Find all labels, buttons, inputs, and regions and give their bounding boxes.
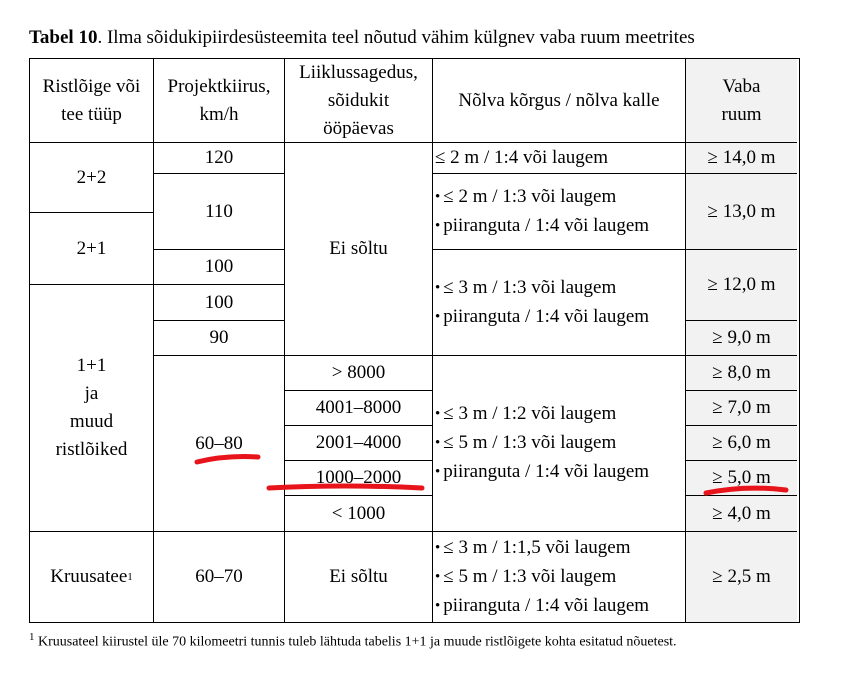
speed-cell: 60–70 (154, 532, 285, 622)
header-traffic-volume-line3: ööpäevas (323, 117, 394, 139)
slope-cell (433, 250, 686, 356)
header-clear-space (686, 59, 797, 143)
space-cell: ≥ 8,0 m (686, 356, 797, 391)
header-clear-space-line2: ruum (721, 103, 762, 125)
speed-cell: 120 (154, 143, 285, 174)
slope-line: piiranguta / 1:4 või laugem (443, 305, 650, 327)
space-cell: ≥ 4,0 m (686, 496, 797, 532)
slope-cell (433, 532, 686, 622)
slope-line: ≤ 3 m / 1:2 või laugem (443, 403, 617, 424)
table-caption (29, 27, 695, 49)
type-1plus1-line1: 1+1 (76, 355, 107, 376)
header-traffic-volume-line1: Liiklussagedus, (299, 61, 418, 83)
slope-line: ≤ 3 m / 1:3 või laugem (443, 276, 617, 298)
slope-cell (433, 143, 686, 174)
bullet-icon: • (435, 597, 441, 614)
bullet-icon: • (435, 435, 441, 451)
type-1plus1-line3: muud (69, 411, 114, 432)
space-cell: ≥ 7,0 m (686, 391, 797, 426)
speed-cell: 110 (154, 174, 285, 250)
type-1plus1 (30, 285, 154, 532)
caption-text: . Ilma sõidukipiirdesüsteemita teel nõutud vähim külgnev vaba ruum meetrites (97, 27, 695, 48)
header-design-speed-line1: Projektkiirus, (167, 75, 271, 97)
header-design-speed (154, 59, 285, 143)
space-cell-5m: ≥ 5,0 m (686, 461, 797, 496)
slope-cell (433, 356, 686, 532)
space-cell: ≥ 14,0 m (686, 143, 797, 174)
caption-label: Tabel 10 (29, 27, 98, 48)
bullet-icon: • (435, 464, 441, 480)
bullet-icon: • (435, 308, 441, 325)
bullet-icon: • (435, 539, 441, 556)
traffic-cell: < 1000 (285, 496, 433, 532)
footnote-text: Kruusateel kiirustel üle 70 kilomeetri tunnis tuleb lähtuda tabelis 1+1 ja muude ristlõigete kohta esitatud nõuetest. (34, 634, 677, 650)
slope-line: ≤ 2 m / 1:4 või laugem (435, 147, 608, 168)
slope-line: ≤ 2 m / 1:3 või laugem (443, 185, 617, 207)
space-cell: ≥ 9,0 m (686, 321, 797, 356)
slope-line: ≤ 5 m / 1:3 või laugem (443, 432, 617, 453)
space-cell: ≥ 13,0 m (686, 174, 797, 250)
header-traffic-volume (285, 59, 433, 143)
header-slope: Nõlva kõrgus / nõlva kalle (433, 59, 686, 143)
slope-cell (433, 174, 686, 250)
footnote-number: 1 (29, 631, 35, 643)
speed-cell: 100 (154, 250, 285, 285)
traffic-cell-1000-2000: 1000–2000 (285, 461, 433, 496)
slope-line: piiranguta / 1:4 või laugem (443, 594, 650, 616)
space-cell: ≥ 6,0 m (686, 426, 797, 461)
type-1plus1-line2: ja (84, 383, 99, 404)
header-cross-section-line2: tee tüüp (61, 103, 122, 125)
table-footnote (29, 626, 809, 654)
header-cross-section (30, 59, 154, 143)
bullet-icon: • (435, 568, 441, 585)
footnote-marker: 1 (127, 571, 133, 583)
space-cell: ≥ 12,0 m (686, 250, 797, 321)
header-clear-space-line1: Vaba (722, 75, 761, 97)
bullet-icon: • (435, 279, 441, 296)
bullet-icon: • (435, 217, 441, 234)
type-2plus2: 2+2 (30, 143, 154, 213)
slope-line: piiranguta / 1:4 või laugem (443, 461, 650, 482)
type-gravel-road (30, 532, 154, 622)
bullet-icon: • (435, 188, 441, 205)
traffic-cell: 2001–4000 (285, 426, 433, 461)
traffic-cell: 4001–8000 (285, 391, 433, 426)
header-cross-section-line1: Ristlõige või (42, 75, 141, 97)
speed-cell: 100 (154, 285, 285, 321)
speed-cell-60-80: 60–80 (154, 356, 285, 532)
slope-line: ≤ 3 m / 1:1,5 või laugem (443, 536, 631, 558)
bullet-icon: • (435, 406, 441, 422)
type-gravel-road-label: Kruusatee (50, 566, 128, 587)
type-2plus1: 2+1 (30, 213, 154, 285)
type-1plus1-line4: ristlõiked (55, 439, 128, 460)
slope-line: ≤ 5 m / 1:3 või laugem (443, 565, 617, 587)
header-traffic-volume-line2: sõidukit (327, 89, 390, 111)
speed-cell: 90 (154, 321, 285, 356)
traffic-any: Ei sõltu (285, 532, 433, 622)
space-cell: ≥ 2,5 m (686, 532, 797, 622)
requirements-table (29, 58, 800, 623)
slope-line: piiranguta / 1:4 või laugem (443, 214, 650, 236)
traffic-cell: > 8000 (285, 356, 433, 391)
header-design-speed-line2: km/h (199, 103, 239, 125)
traffic-any: Ei sõltu (285, 143, 433, 356)
